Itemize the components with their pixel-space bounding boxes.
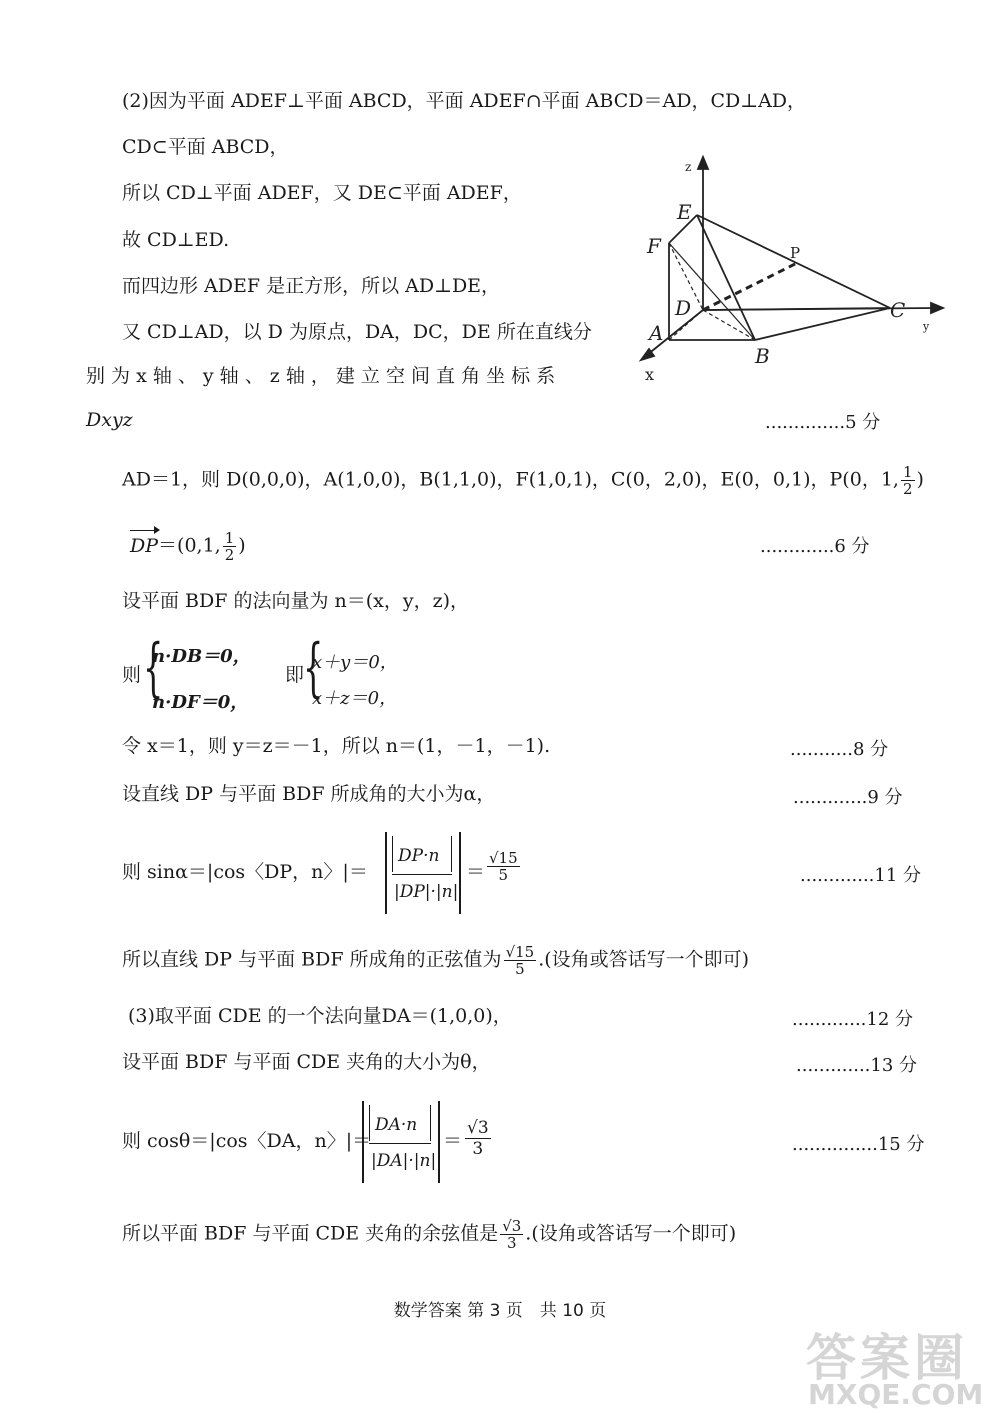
- dp-fraction: $\frac{1}{2}$: [224, 529, 235, 564]
- system1-eq1: n·DB＝0，: [152, 646, 251, 667]
- left-brace-2: {: [303, 631, 324, 705]
- watermark-url: MXQE.COM: [808, 1378, 984, 1411]
- part2-line-2: CD⊂平面 ABCD，: [122, 136, 289, 158]
- part2-line-6: 又 CD⊥AD，以 D 为原点，DA，DC，DE 所在直线分: [122, 321, 592, 343]
- score-15: ...............15 分: [792, 1134, 925, 1155]
- cos-numerator: DA·n: [375, 1115, 418, 1135]
- coordinates-line: AD＝1，则 D(0,0,0)，A(1,0,0)，B(1,1,0)，F(1,0,1)，C(0，2,0)，E(0，0,1)，P(0，1, $\frac{1}{2}$ ): [122, 463, 924, 498]
- left-brace-1: {: [143, 631, 164, 705]
- score-6: .............6 分: [760, 536, 870, 557]
- cos-fraction-line: [369, 1143, 431, 1144]
- ie-label: 即: [285, 664, 305, 686]
- cos-denominator: |DA|·|n|: [371, 1151, 437, 1171]
- part2-line-8: Dxyz: [86, 409, 133, 431]
- part2-line-1: (2)因为平面 ADEF⊥平面 ABCD，平面 ADEF∩平面 ABCD＝AD，CD⊥AD，: [122, 90, 807, 112]
- figure-label-A: A: [649, 321, 664, 345]
- figure-label-y: y: [923, 320, 930, 333]
- part3-line-1: (3)取平面 CDE 的一个法向量DA＝(1,0,0)，: [128, 1005, 512, 1027]
- sin-conclusion: 所以直线 DP 与平面 BDF 所成角的正弦值为 $\frac{√15}{5}$ .(设角或答话写一个即可): [122, 943, 750, 978]
- angle-alpha-line: 设直线 DP 与平面 BDF 所成角的大小为α，: [122, 783, 496, 805]
- sin-numerator: DP·n: [398, 846, 440, 866]
- coordinates-fraction: $\frac{1}{2}$: [902, 463, 913, 498]
- score-13: .............13 分: [796, 1055, 918, 1076]
- then-label: 则: [122, 664, 142, 686]
- normal-vector-line: 设平面 BDF 的法向量为 n＝(x，y，z)，: [122, 590, 470, 612]
- cos-value: [463, 1118, 493, 1159]
- sin-conclusion-fraction: $\frac{√15}{5}$: [505, 943, 535, 978]
- sin-denominator: |DP|·|n|: [394, 882, 459, 902]
- sin-alpha-prefix: 则 sinα＝|cos〈DP，n〉|＝: [122, 861, 368, 883]
- figure-label-B: B: [755, 344, 770, 368]
- part3-line-2: 设平面 BDF 与平面 CDE 夹角的大小为θ，: [122, 1051, 491, 1073]
- figure-label-C: C: [890, 298, 906, 322]
- coordinate-figure: [625, 155, 955, 385]
- score-11: .............11 分: [800, 865, 922, 886]
- figure-label-P: P: [790, 244, 801, 262]
- figure-label-E: E: [677, 200, 692, 224]
- system1-eq2: n·DF＝0，: [152, 692, 249, 713]
- dp-vector-line: DP＝(0,1, $\frac{1}{2}$ ): [130, 529, 246, 564]
- cos-equals: ＝: [443, 1130, 463, 1152]
- part2-line-3: 所以 CD⊥平面 ADEF，又 DE⊂平面 ADEF，: [122, 182, 522, 204]
- let-x-line: 令 x＝1，则 y＝z＝－1，所以 n＝(1，－1，－1).: [122, 735, 551, 757]
- cos-conclusion: 所以平面 BDF 与平面 CDE 夹角的余弦值是 $\frac{√3}{3}$ .(设角或答话写一个即可): [122, 1217, 737, 1252]
- part2-line-7: 别 为 x 轴 、 y 轴 、 z 轴 ， 建 立 空 间 直 角 坐 标 系: [86, 365, 556, 387]
- score-5: ..............5 分: [765, 412, 881, 433]
- figure-label-F: F: [647, 234, 661, 258]
- sin-fraction-line: [392, 874, 452, 875]
- watermark-logo: 答案圈: [806, 1329, 968, 1387]
- dp-vector-symbol: DP: [130, 534, 159, 557]
- system2-eq1: x＋y＝0，: [312, 652, 398, 673]
- part2-line-4: 故 CD⊥ED.: [122, 229, 230, 251]
- page-footer: 数学答案 第 3 页 共 10 页: [393, 1301, 607, 1321]
- figure-label-z: z: [685, 160, 692, 174]
- system2-eq2: x＋z＝0，: [312, 688, 398, 709]
- cos-theta-prefix: 则 cosθ＝|cos〈DA，n〉|＝: [122, 1130, 372, 1152]
- figure-label-D: D: [675, 296, 692, 320]
- part2-line-5: 而四边形 ADEF 是正方形，所以 AD⊥DE，: [122, 275, 501, 297]
- cos-value-fraction: $\frac{√3}{3}$: [467, 1118, 489, 1159]
- score-8: ...........8 分: [790, 739, 889, 760]
- cos-conclusion-fraction: $\frac{√3}{3}$: [502, 1217, 522, 1252]
- score-9: .............9 分: [793, 787, 903, 808]
- figure-label-x: x: [645, 365, 655, 384]
- sin-value: [485, 850, 522, 883]
- score-12: .............12 分: [792, 1009, 914, 1030]
- sin-equals: ＝: [466, 861, 486, 883]
- sin-value-fraction: $\frac{√15}{5}$: [489, 849, 518, 884]
- coordinates-text: AD＝1，则 D(0,0,0)，A(1,0,0)，B(1,1,0)，F(1,0,1)，C(0，2,0)，E(0，0,1)，P(0，1,: [122, 468, 899, 491]
